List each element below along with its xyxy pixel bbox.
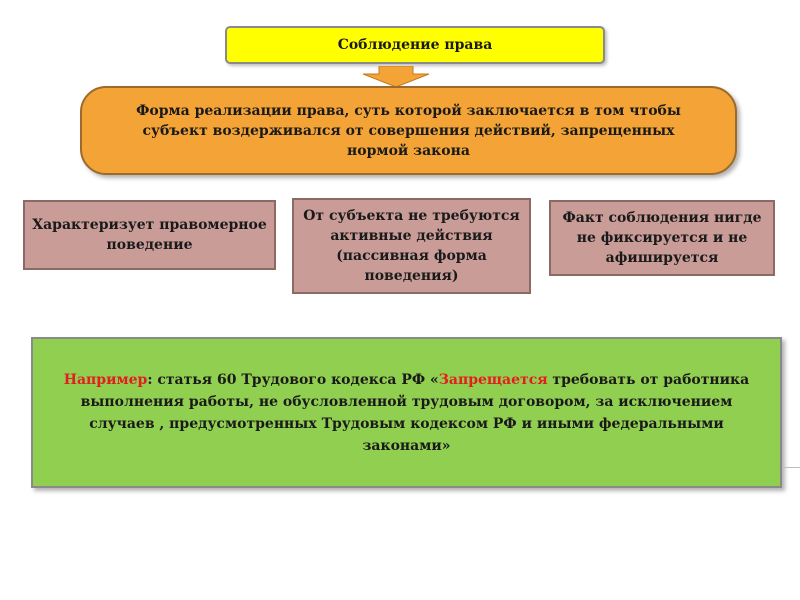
- characteristic-box-lawful: [23, 200, 276, 270]
- example-highlight: Запрещается: [438, 371, 548, 388]
- characteristic-text: Характеризует правомерное поведение: [32, 217, 267, 253]
- title-text: Соблюдение права: [337, 37, 493, 53]
- definition-text: Форма реализации права, суть которой заключается в том чтобы субъект воздерживался от совершения действий, запрещенных нормой закона: [136, 102, 681, 159]
- example-text-part1: : статья 60 Трудового кодекса РФ «: [147, 371, 439, 388]
- characteristic-text: От субъекта не требуются активные действия (пассивная форма поведения): [303, 208, 520, 284]
- title-box: [225, 26, 605, 64]
- example-text-part2: требовать от работника выполнения работы, не обусловленной трудовым договором, за исключением случаев , предусмотренных Трудовым кодексом РФ и иными федеральными законами»: [80, 371, 750, 454]
- example-paragraph: [63, 369, 750, 457]
- characteristic-box-unrecorded: [549, 200, 775, 276]
- example-box: [31, 337, 782, 488]
- example-lead: Например: [63, 371, 148, 388]
- characteristic-box-passive: [292, 198, 531, 294]
- slide-edge-rule: [782, 467, 800, 468]
- down-arrow-icon: [361, 66, 431, 88]
- definition-box: [80, 86, 737, 175]
- characteristic-text: Факт соблюдения нигде не фиксируется и не афишируется: [562, 210, 762, 266]
